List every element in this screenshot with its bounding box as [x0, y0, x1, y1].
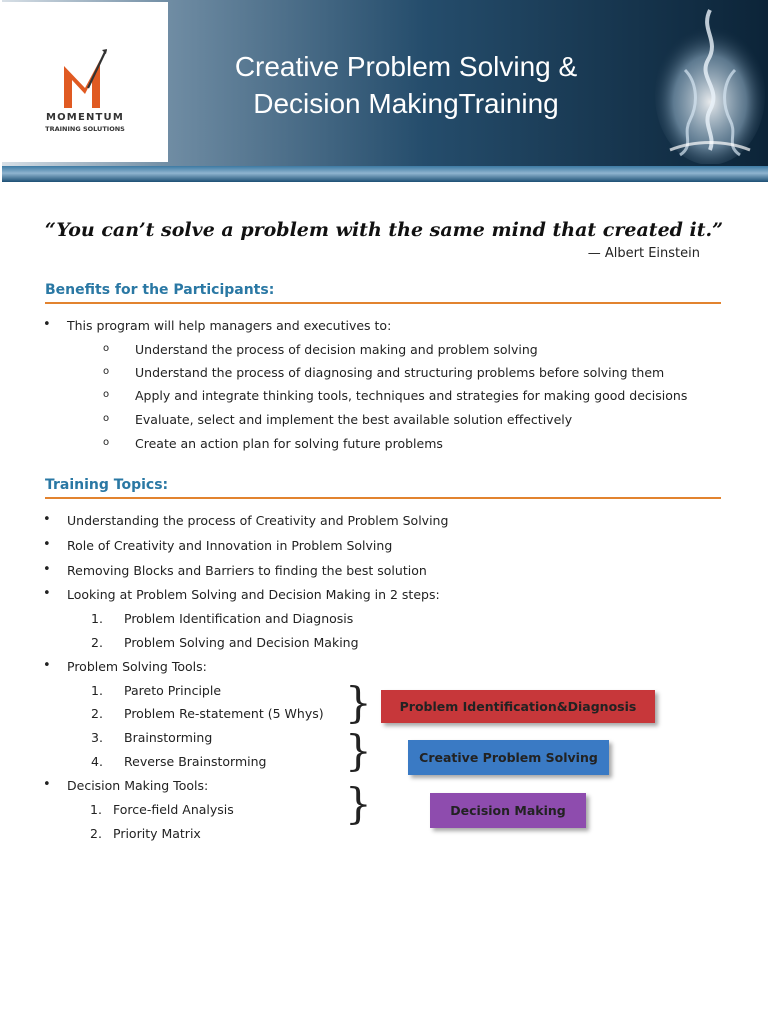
step-text: Problem Solving and Decision Making	[124, 635, 359, 650]
brace-icon: }	[345, 779, 372, 828]
logo-m-icon	[62, 48, 108, 110]
benefits-heading: Benefits for the Participants:	[45, 282, 721, 304]
tool-number: 2.	[91, 706, 103, 721]
topic-item: • Role of Creativity and Innovation in Problem Solving	[67, 538, 392, 553]
benefits-intro: • This program will help managers and executives to:	[67, 318, 391, 333]
benefit-item: o Create an action plan for solving future problems	[135, 436, 443, 451]
decision-tool-number: 2.	[90, 826, 102, 841]
step-number: 2.	[91, 635, 103, 650]
tool-number: 4.	[91, 754, 103, 769]
decision-label: • Decision Making Tools:	[67, 778, 208, 793]
topics-heading: Training Topics:	[45, 477, 721, 499]
page-title: Creative Problem Solving & Decision MakingTraining	[234, 51, 578, 119]
tool-item	[91, 683, 222, 698]
decision-tool-item	[90, 802, 234, 817]
step-item	[91, 611, 354, 626]
decision-tool-text: Force-field Analysis	[113, 802, 234, 817]
topic-item: • Removing Blocks and Barriers to finding the best solution	[67, 563, 427, 578]
decision-tool-text: Priority Matrix	[113, 826, 201, 841]
smoke-figure-image	[650, 0, 768, 164]
quote-text: “You can’t solve a problem with the same mind that created it.”	[44, 219, 724, 241]
brace-icon: }	[345, 678, 372, 727]
logo	[2, 2, 168, 162]
box-problem-identification: Problem Identification&Diagnosis	[381, 690, 655, 723]
tool-number: 3.	[91, 730, 103, 745]
tool-text: Reverse Brainstorming	[124, 754, 267, 769]
banner-stripe	[2, 166, 768, 182]
tool-text: Pareto Principle	[124, 683, 222, 698]
box-decision-making: Decision Making	[430, 793, 586, 828]
decision-tool-item	[90, 826, 201, 841]
logo-subtitle: TRAINING SOLUTIONS	[45, 125, 125, 133]
brace-icon: }	[345, 726, 372, 775]
tool-text: Problem Re-statement (5 Whys)	[124, 706, 324, 721]
step-item	[91, 635, 359, 650]
decision-tool-number: 1.	[90, 802, 102, 817]
box-creative-problem-solving: Creative Problem Solving	[408, 740, 609, 775]
tools-label: • Problem Solving Tools:	[67, 659, 207, 674]
logo-name: MOMENTUM	[45, 112, 125, 123]
tool-item	[91, 730, 213, 745]
benefit-item: o Evaluate, select and implement the best available solution effectively	[135, 412, 572, 427]
topic-item: • Looking at Problem Solving and Decision Making in 2 steps:	[67, 587, 440, 602]
step-number: 1.	[91, 611, 103, 626]
tool-number: 1.	[91, 683, 103, 698]
tool-text: Brainstorming	[124, 730, 213, 745]
benefit-item: o Understand the process of diagnosing and structuring problems before solving them	[135, 365, 664, 380]
step-text: Problem Identification and Diagnosis	[124, 611, 354, 626]
tool-item	[91, 706, 324, 721]
benefit-item: o Understand the process of decision making and problem solving	[135, 342, 538, 357]
tool-item	[91, 754, 267, 769]
topic-item: • Understanding the process of Creativity and Problem Solving	[67, 513, 448, 528]
benefit-item: o Apply and integrate thinking tools, techniques and strategies for making good decisions	[135, 388, 687, 403]
quote-author: — Albert Einstein	[587, 246, 700, 261]
